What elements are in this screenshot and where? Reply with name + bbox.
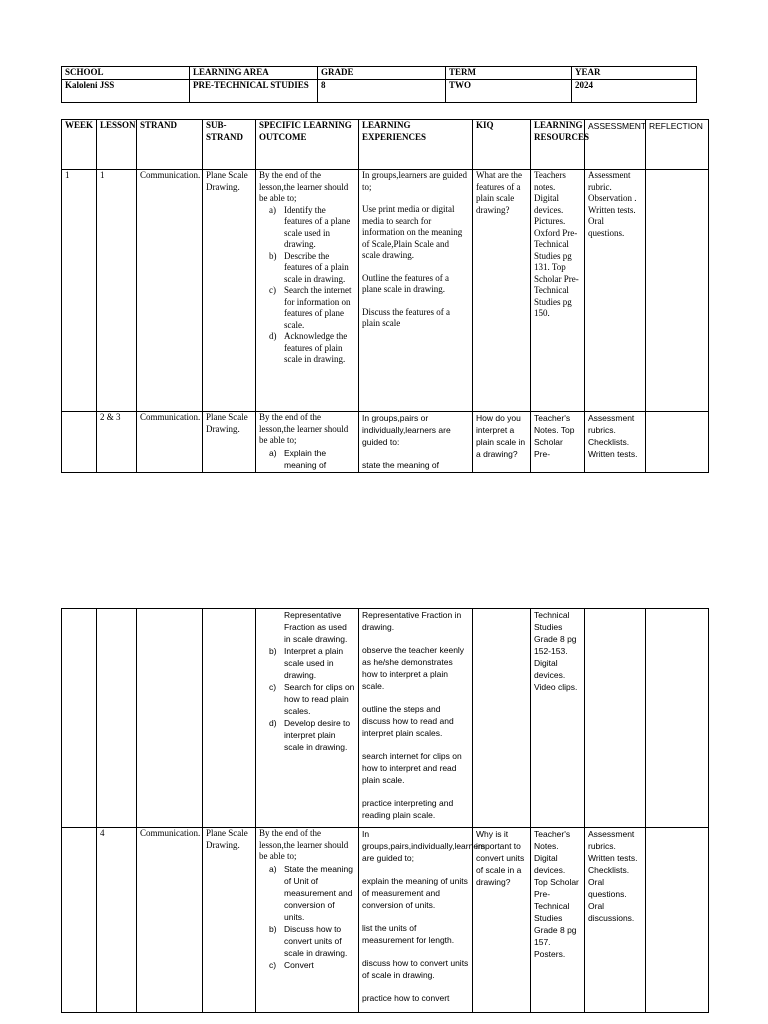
row4-experiences: In groups,pairs,individually,learners are guided to; explain the meaning of units of measurement and conversion of units. list the units of measurement for length. discuss how to convert units of scale in drawing. practice how to convert [359, 828, 473, 1013]
row4-week [62, 828, 97, 1013]
row4-strand: Communication. [137, 828, 203, 1013]
scheme-table-page-1 [61, 119, 709, 473]
list-item: a) Explain the meaning of [269, 447, 327, 470]
table-row [62, 412, 709, 473]
col-week: WEEK [62, 120, 97, 170]
row3-resources: Technical Studies Grade 8 pg 152-153. Digital devices. Video clips. [531, 609, 585, 828]
col-kiq: KIQ [473, 120, 531, 170]
info-year: 2024 [572, 79, 697, 102]
row4-resources: Teacher's Notes. Digital devices. Top Scholar Pre-Technical Studies Grade 8 pg 157. Posters. [531, 828, 585, 1013]
row4-assessment: Assessment rubrics. Written tests. Checklists. Oral questions. Oral discussions. [585, 828, 646, 1013]
list-item: c) Search the internet for information on features of plane scale. [269, 285, 352, 330]
row1-week: 1 [62, 170, 97, 412]
row4-lesson: 4 [97, 828, 137, 1013]
col-learning-resources: LEARNING RESOURCES [531, 120, 585, 170]
info-header-grade: GRADE [318, 67, 446, 80]
row1-strand: Communication. [137, 170, 203, 412]
col-assessment: ASSESSMENT [585, 120, 646, 170]
col-learning-experiences: LEARNING EXPERIENCES [359, 120, 473, 170]
info-learning-area: PRE-TECHNICAL STUDIES [190, 79, 318, 102]
col-reflection: REFLECTION [646, 120, 709, 170]
row2-outcomes: By the end of the lesson,the learner should be able to; a) Explain the meaning of [256, 412, 359, 473]
row3-outcomes: Representative Fraction as used in scale drawing. b) Interpret a plain scale used in drawing. c) Search for clips on how to read plain scales. d) Develop desire to interpret plain scale in drawing. [256, 609, 359, 828]
row2-experiences: In groups,pairs or individually,learners are guided to: state the meaning of [359, 412, 473, 473]
row4-reflection [646, 828, 709, 1013]
row1-resources: Teachers notes. Digital devices. Pictures. Oxford Pre-Technical Studies pg 131. Top Scholar Pre-Technical Studies pg 150. [531, 170, 585, 412]
col-specific-learning-outcome: SPECIFIC LEARNING OUTCOME [256, 120, 359, 170]
col-lesson: LESSON [97, 120, 137, 170]
list-item: b) Describe the features of a plain scale in drawing. [269, 250, 349, 284]
info-header-year: YEAR [572, 67, 697, 80]
row2-week [62, 412, 97, 473]
table-row [62, 609, 709, 828]
row1-outcome-intro: By the end of the lesson,the learner should be able to; [259, 170, 349, 203]
row1-lesson: 1 [97, 170, 137, 412]
col-strand: STRAND [137, 120, 203, 170]
list-item: a) State the meaning of Unit of measurement and conversion of units. [269, 863, 353, 922]
table-row [62, 170, 709, 412]
row1-experiences: In groups,learners are guided to; Use print media or digital media to search for information on the meaning of Scale,Plain Scale and scale drawing. Outline the features of a plane scale in drawing. Discuss the features of a plain scale [359, 170, 473, 412]
list-item: d) Develop desire to interpret plain scale in drawing. [269, 718, 351, 752]
row4-outcomes: By the end of the lesson,the learner should be able to; a) State the meaning of Unit of measurement and conversion of units. b) Discuss how to convert units of scale in drawing. c) Convert [256, 828, 359, 1013]
list-item: b) Discuss how to convert units of scale in drawing. [269, 923, 348, 958]
row4-sub-strand: Plane Scale Drawing. [203, 828, 256, 1013]
list-item: c) Search for clips on how to read plain scales. [269, 682, 355, 716]
list-item: d) Acknowledge the features of plain scale in drawing. [269, 331, 348, 364]
row1-reflection [646, 170, 709, 412]
col-sub-strand: SUB-STRAND [203, 120, 256, 170]
row1-assessment: Assessment rubric. Observation . Written tests. Oral questions. [585, 170, 646, 412]
row2-resources: Teacher's Notes. Top Scholar Pre- [531, 412, 585, 473]
row2-strand: Communication. [137, 412, 203, 473]
row4-kiq: Why is it important to convert units of scale in a drawing? [473, 828, 531, 1013]
list-item: a) Identify the features of a plane scale used in drawing. [269, 204, 351, 249]
row2-sub-strand: Plane Scale Drawing. [203, 412, 256, 473]
row1-kiq: What are the features of a plain scale drawing? [473, 170, 531, 412]
row2-kiq: How do you interpret a plain scale in a drawing? [473, 412, 531, 473]
info-school: Kaloleni JSS [62, 79, 190, 102]
row3-experiences: Representative Fraction in drawing. observe the teacher keenly as he/she demonstrates how to interpret a plain scale. outline the steps and discuss how to read and interpret plain scales. search internet for clips on how to interpret and read plain scale. practice interpreting and reading plain scale. [359, 609, 473, 828]
table-row [62, 828, 709, 1013]
scheme-table-page-2 [61, 608, 709, 1013]
info-term: TWO [446, 79, 572, 102]
row2-lesson: 2 & 3 [97, 412, 137, 473]
info-header-school: SCHOOL [62, 67, 190, 80]
info-header-term: TERM [446, 67, 572, 80]
info-header-learning-area: LEARNING AREA [190, 67, 318, 80]
list-item: c) Convert [269, 959, 314, 970]
school-info-table [61, 66, 697, 103]
row1-sub-strand: Plane Scale Drawing. [203, 170, 256, 412]
row2-assessment: Assessment rubrics. Checklists. Written tests. [585, 412, 646, 473]
row1-outcomes [256, 170, 359, 412]
info-grade: 8 [318, 79, 446, 102]
list-item: b) Interpret a plain scale used in drawing. [269, 646, 344, 680]
row2-reflection [646, 412, 709, 473]
